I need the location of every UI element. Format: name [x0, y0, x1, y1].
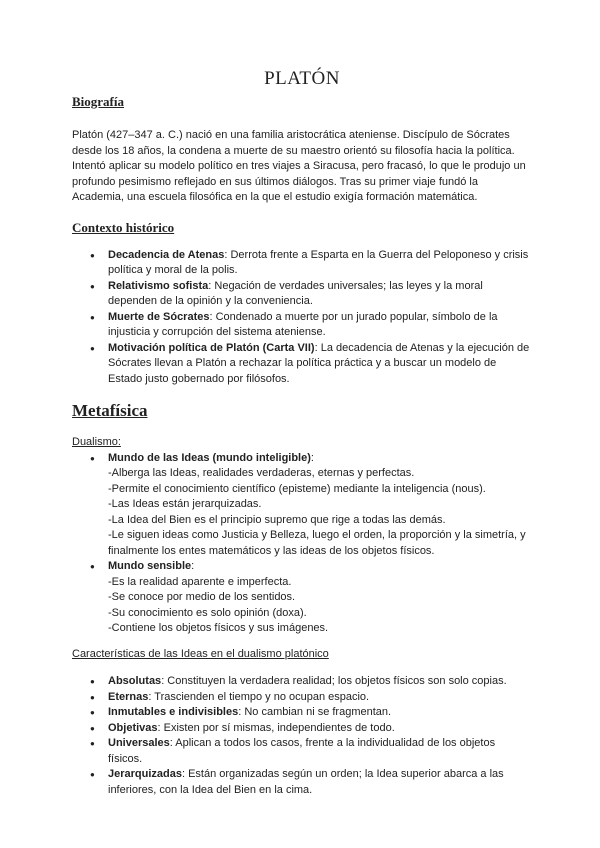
mundo-sensible-term: Mundo sensible: [108, 560, 192, 572]
mundo-ideas-term: Mundo de las Ideas (mundo inteligible): [108, 451, 311, 464]
contexto-item-socrates: [108, 310, 532, 341]
mundo-ideas-line: -Alberga las Ideas, realidades verdaderas, eternas y perfectas.: [108, 467, 415, 479]
caracteristica-term: Objetivas: [108, 721, 158, 734]
biografia-paragraph: Platón (427–347 a. C.) nació en una familia aristocrática ateniense. Discípulo de Sócrates desde los 18 años, la condena a muerte de su maestro orientó su filosofía hacia la política. Intentó aplicar su modelo político en tres viajes a Siracusa, pero fracasó, lo que le produjo un profundo pesimismo reflejado en sus últimos diálogos. Tras su primer viaje fundó la Academia, una escuela filosófica en la que el estudio exigía formación matemática.: [72, 129, 526, 203]
page-title: PLATÓN: [264, 68, 340, 89]
mundo-ideas-item: [108, 451, 532, 560]
caracteristica-term: Universales: [108, 737, 170, 749]
biografia-heading: Biografía: [72, 94, 124, 109]
contexto-term: Motivación política de Platón (Carta VII): [108, 341, 315, 354]
mundo-ideas-lines: [108, 466, 532, 559]
contexto-text: : La decadencia de Atenas y la ejecución de Sócrates llevan a Platón a rechazar la política práctica y a buscar un modelo de Estado justo gobernado por filósofos.: [108, 341, 530, 385]
document-page: [72, 68, 532, 798]
caracteristica-text: : Constituyen la verdadera realidad; los objetos físicos son solo copias.: [161, 675, 507, 687]
contexto-heading: Contexto histórico: [72, 219, 175, 235]
colon: :: [310, 451, 314, 464]
contexto-item-relativismo: [108, 279, 532, 310]
contexto-term: Decadencia de Atenas: [108, 248, 225, 261]
caracteristica-objetivas: [108, 721, 532, 737]
caracteristica-absolutas: [108, 674, 532, 690]
caracteristica-term: Jerarquizadas: [108, 768, 182, 780]
caracteristica-eternas: [108, 690, 532, 706]
mundo-sensible-line: -Se conoce por medio de los sentidos.: [108, 591, 296, 603]
contexto-text: : Derrota frente a Esparta en la Guerra del Peloponeso y crisis política y moral de la polis.: [108, 248, 529, 276]
mundo-sensible-lines: [108, 575, 532, 637]
contexto-text: : Negación de verdades universales; las leyes y la moral dependen de la opinión y la conveniencia.: [108, 279, 483, 307]
mundo-sensible-line: -Contiene los objetos físicos y sus imágenes.: [108, 622, 329, 634]
contexto-item-motivacion: [108, 341, 532, 388]
contexto-term: Relativismo sofista: [108, 279, 209, 292]
mundo-sensible-item: [108, 559, 532, 637]
contexto-item-atenas: [108, 248, 532, 279]
dualismo-label: Dualismo:: [72, 436, 121, 448]
contexto-term: Muerte de Sócrates: [108, 310, 210, 323]
caracteristicas-label: Características de las Ideas en el dualismo platónico: [72, 647, 329, 660]
caracteristica-inmutables: [108, 705, 532, 721]
caracteristica-text: : Están organizadas según un orden; la Idea superior abarca a las inferiores, con la Idea del Bien en la cima.: [108, 768, 504, 796]
caracteristicas-list: [72, 674, 532, 798]
mundo-ideas-line: -La Idea del Bien es el principio supremo que rige a todas las demás.: [108, 513, 446, 526]
mundo-sensible-line: -Es la realidad aparente e imperfecta.: [108, 575, 292, 588]
mundo-ideas-line: -Le siguen ideas como Justicia y Belleza, luego el orden, la proporción y la simetría, y finalmente los entes matemáticos y las ideas de los objetos físicos.: [108, 529, 526, 557]
caracteristica-term: Absolutas: [108, 675, 162, 687]
caracteristica-text: : Aplican a todos los casos, frente a la individualidad de los objetos físicos.: [108, 737, 496, 765]
contexto-text: : Condenado a muerte por un jurado popular, símbolo de la injusticia y corrupción del sistema ateniense.: [108, 310, 498, 338]
caracteristica-jerarquizadas: [108, 767, 532, 798]
dualismo-list: [72, 451, 532, 637]
mundo-ideas-line: -Las Ideas están jerarquizadas.: [108, 498, 262, 510]
caracteristica-term: Eternas: [108, 690, 149, 703]
caracteristica-term: Inmutables e indivisibles: [108, 706, 239, 718]
metafisica-heading: Metafísica: [72, 401, 148, 420]
mundo-ideas-line: -Permite el conocimiento científico (episteme) mediante la inteligencia (nous).: [108, 482, 486, 495]
colon: :: [191, 560, 195, 572]
caracteristica-text: : Trascienden el tiempo y no ocupan espacio.: [148, 690, 370, 703]
mundo-sensible-line: -Su conocimiento es solo opinión (doxa).: [108, 606, 307, 619]
caracteristica-text: : Existen por sí mismas, independientes de todo.: [157, 721, 395, 734]
caracteristica-text: : No cambian ni se fragmentan.: [238, 706, 392, 718]
contexto-list: [72, 248, 532, 388]
caracteristica-universales: [108, 736, 532, 767]
